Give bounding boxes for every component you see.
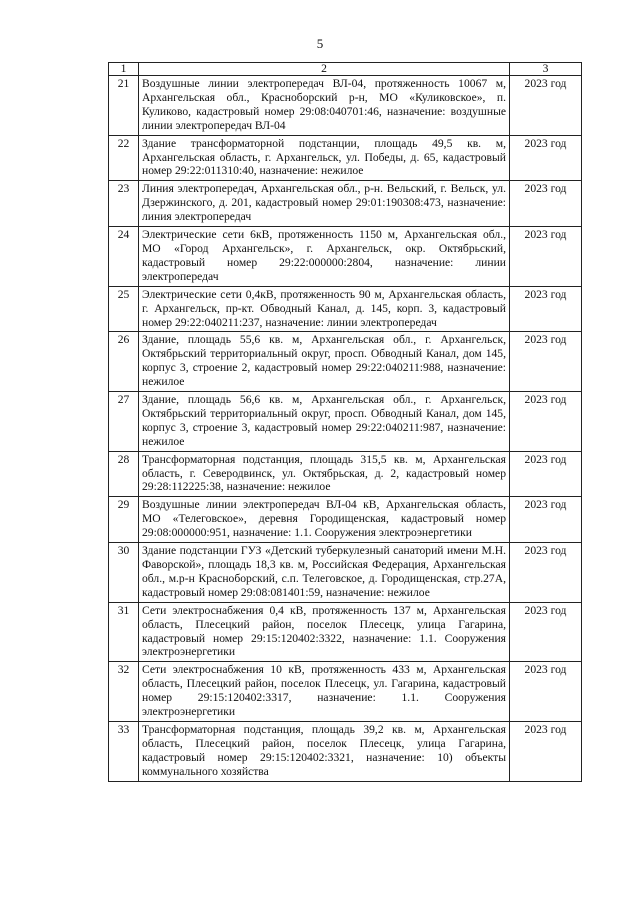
row-number: 25	[109, 286, 139, 332]
row-year: 2023 год	[510, 662, 582, 722]
row-year: 2023 год	[510, 497, 582, 543]
row-description: Здание, площадь 55,6 кв. м, Архангельская обл., г. Архангельск, Октябрьский территориальный округ, просп. Обводный Канал, дом 145, корпус 3, строение 2, кадастровый номер 29:22:040211:988, назначение: нежилое	[139, 332, 510, 392]
table-row	[109, 721, 582, 781]
row-number: 27	[109, 392, 139, 452]
row-year: 2023 год	[510, 451, 582, 497]
row-description: Трансформаторная подстанция, площадь 315,5 кв. м, Архангельская область, г. Северодвинск, ул. Октябрьская, д. 2, кадастровый номер 29:28:112225:38, назначение: нежилое	[139, 451, 510, 497]
row-description: Линия электропередач, Архангельская обл., р-н. Вельский, г. Вельск, ул. Дзержинского, д. 201, кадастровый номер 29:01:190308:473, назначение: линия электропередач	[139, 181, 510, 227]
row-year: 2023 год	[510, 286, 582, 332]
row-description: Воздушные линии электропередач ВЛ-04, протяженность 10067 м, Архангельская обл., Красноборский р-н, МО «Куликовское», п. Куликово, кадастровый номер 29:08:040701:46, назначение: воздушные линии электропередач ВЛ-04	[139, 76, 510, 136]
row-number: 32	[109, 662, 139, 722]
row-number: 31	[109, 602, 139, 662]
table-row	[109, 332, 582, 392]
property-table	[108, 62, 582, 782]
row-year: 2023 год	[510, 181, 582, 227]
table-row	[109, 602, 582, 662]
table-row	[109, 286, 582, 332]
row-number: 29	[109, 497, 139, 543]
table-row	[109, 392, 582, 452]
row-number: 28	[109, 451, 139, 497]
row-number: 23	[109, 181, 139, 227]
row-year: 2023 год	[510, 721, 582, 781]
row-year: 2023 год	[510, 332, 582, 392]
row-description: Трансформаторная подстанция, площадь 39,2 кв. м, Архангельская область, Плесецкий район, поселок Плесецк, улица Гагарина, кадастровый номер 29:15:120402:3321, назначение: 10) объекты коммунального хозяйства	[139, 721, 510, 781]
table-row	[109, 76, 582, 136]
column-header-description: 2	[139, 63, 510, 76]
row-description: Сети электроснабжения 0,4 кВ, протяженность 137 м, Архангельская область, Плесецкий район, поселок Плесецк, улица Гагарина, кадастровый номер 29:15:120402:3322, назначение: 1.1. Сооружения электроэнергетики	[139, 602, 510, 662]
row-number: 33	[109, 721, 139, 781]
table-row	[109, 135, 582, 181]
row-year: 2023 год	[510, 392, 582, 452]
row-description: Электрические сети 6кВ, протяженность 1150 м, Архангельская обл., МО «Город Архангельск», г. Архангельск, окр. Октябрьский, кадастровый номер 29:22:000000:2804, назначение: линии электропередач	[139, 227, 510, 287]
column-header-number: 1	[109, 63, 139, 76]
table-row	[109, 497, 582, 543]
row-description: Здание подстанции ГУЗ «Детский туберкулезный санаторий имени М.Н. Фаворской», площадь 18,3 кв. м, Российская Федерация, Архангельская обл., м.р-н Красноборский, с.п. Телеговское, д. Городищенская, стр.27А, кадастровый номер 29:08:081401:59, назначение: нежилое	[139, 543, 510, 603]
row-year: 2023 год	[510, 227, 582, 287]
table-row	[109, 451, 582, 497]
table-row	[109, 181, 582, 227]
row-description: Воздушные линии электропередач ВЛ-04 кВ, Архангельская область, МО «Телеговское», деревня Городищенская, кадастровый номер 29:08:000000:951, назначение: 1.1. Сооружения электроэнергетики	[139, 497, 510, 543]
row-year: 2023 год	[510, 135, 582, 181]
table-row	[109, 543, 582, 603]
table-body	[109, 63, 582, 782]
page-number: 5	[316, 36, 324, 51]
row-year: 2023 год	[510, 76, 582, 136]
row-number: 21	[109, 76, 139, 136]
table-header-row	[109, 63, 582, 76]
row-number: 24	[109, 227, 139, 287]
row-description: Электрические сети 0,4кВ, протяженность 90 м, Архангельская область, г. Архангельск, пр-кт. Обводный Канал, д. 145, корп. 3, кадастровый номер 29:22:040211:237, назначение: линии электропередач	[139, 286, 510, 332]
row-number: 26	[109, 332, 139, 392]
row-description: Здание трансформаторной подстанции, площадь 49,5 кв. м, Архангельская область, г. Архангельск, ул. Победы, д. 65, кадастровый номер 29:22:011310:40, назначение: нежилое	[139, 135, 510, 181]
table-row	[109, 662, 582, 722]
row-year: 2023 год	[510, 543, 582, 603]
column-header-year: 3	[510, 63, 582, 76]
row-number: 22	[109, 135, 139, 181]
row-description: Здание, площадь 56,6 кв. м, Архангельская обл., г. Архангельск, Октябрьский территориальный округ, просп. Обводный Канал, дом 145, корпус 3, строение 3, кадастровый номер 29:22:040211:987, назначение: нежилое	[139, 392, 510, 452]
table-row	[109, 227, 582, 287]
row-description: Сети электроснабжения 10 кВ, протяженность 433 м, Архангельская область, Плесецкий район, поселок Плесецк, ул. Гагарина, кадастровый номер 29:15:120402:3317, назначение: 1.1. Сооружения электроэнергетики	[139, 662, 510, 722]
row-year: 2023 год	[510, 602, 582, 662]
row-number: 30	[109, 543, 139, 603]
